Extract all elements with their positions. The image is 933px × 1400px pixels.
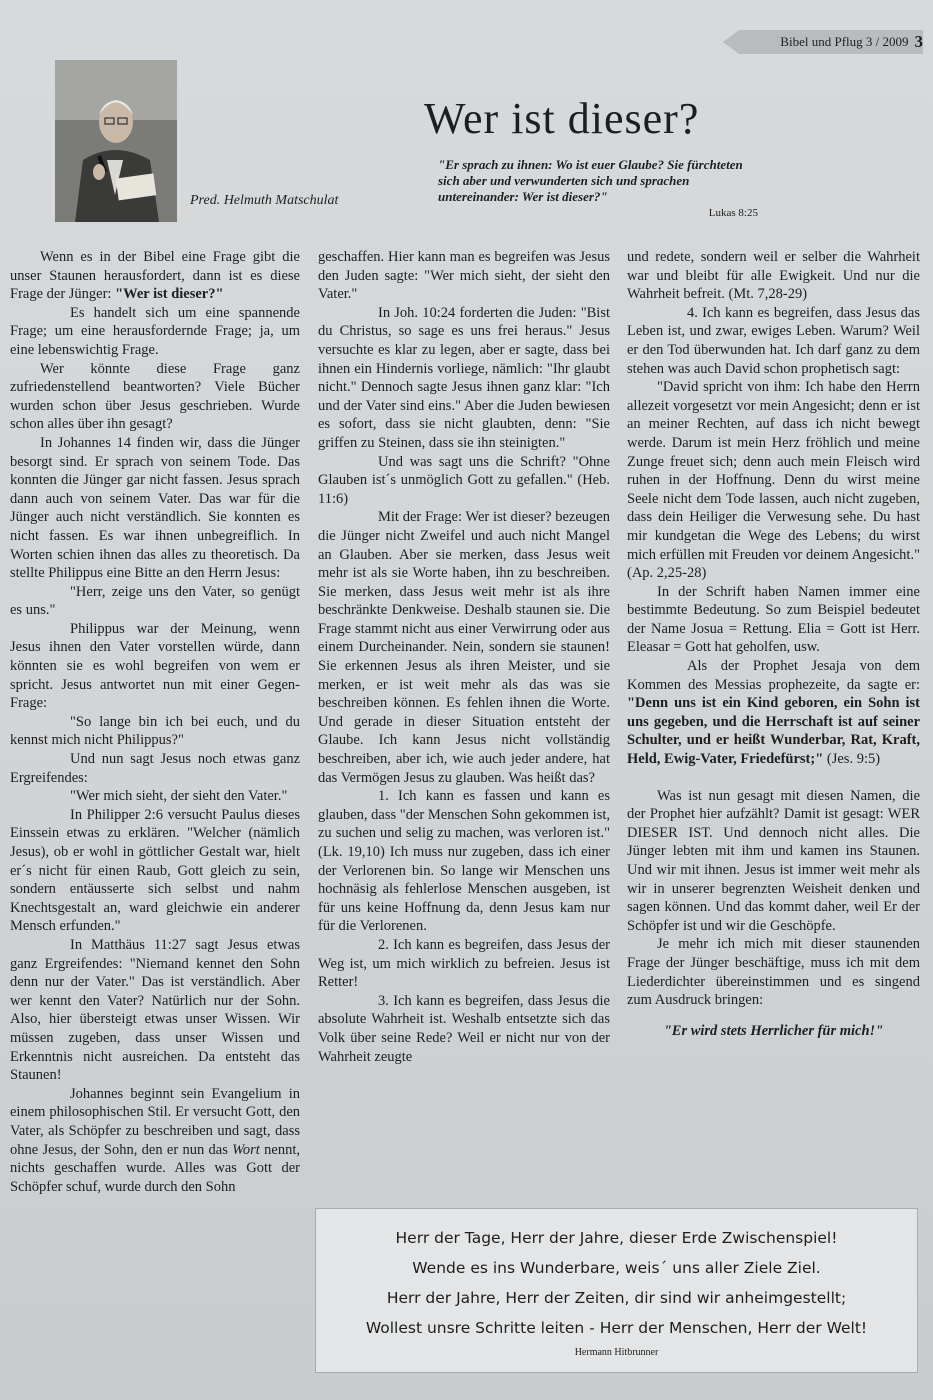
paragraph: "David spricht von ihm: Ich habe den Herrn allezeit vorgesetzt vor mein Angesicht; denn er ist an meiner Rechten, auf dass ich nicht bewegt werde. Darum ist mein Herz fröhlich und meine Zunge freuet sich; denn auch mein Fleisch wird ruhen in der Hoffnung. Denn du wirst meine Seele nicht dem Tode lassen, auch nicht zugeben, dass dein Heiliger die Verwesung sehe. Du hast mir kundgetan die Wege des Lebens; du wirst mich erfüllen mit Freuden vor deinem Angesicht." (Ap. 2,25-28)	[627, 379, 920, 582]
column-1	[10, 248, 300, 1196]
paragraph: geschaffen. Hier kann man es begreifen was Jesus den Juden sagte: "Wer mich sieht, der sieht den Vater."	[318, 249, 610, 303]
author-photo	[55, 60, 177, 222]
paragraph: Und nun sagt Jesus noch etwas ganz Ergreifendes:	[10, 751, 300, 786]
paragraph: Was ist nun gesagt mit diesen Namen, die der Prophet hier aufzählt? Damit ist gesagt: WER DIESER IST. Und dennoch nicht alles. Die Jünger lebten mit ihm und kamen ins Staunen. Und wir mit ihnen. Jesus ist immer weit mehr als wir in unserer begrenzten Weisheit denken und sagen können. Und das kommt daher, weil Er der Schöpfer ist und wir die Geschöpfe.	[627, 787, 920, 934]
paragraph: Johannes beginnt sein Evangelium in einem philosophischen Stil. Er versucht Gott, den Vater, als Schöpfer zu beschreiben und sagt, dass ohne Jesus, der Sohn, den er nun das Wort nennt, nichts geschaffen wurde. Alles was Gott der Schöpfer schuf, wurde durch den Sohn	[10, 1085, 300, 1195]
paragraph: In Matthäus 11:27 sagt Jesus etwas ganz Ergreifendes: "Niemand kennet den Sohn denn nur der Vater." Das ist verständlich. Aber wer kennt den Vater? Natürlich nur der Sohn. Also, hier übersteigt etwas unser Wissen. Wir müssen zugeben, dass unser Wissen und Erkenntnis nicht ausreichen. Da entsteht das Staunen!	[10, 936, 300, 1084]
paragraph: 3. Ich kann es begreifen, dass Jesus die absolute Wahrheit ist. Weshalb entsetzte sich das Volk über seine Rede? Weil er nicht nur von der Wahrheit zeugte	[318, 992, 610, 1065]
paragraph: "So lange bin ich bei euch, und du kennst mich nicht Philippus?"	[10, 713, 300, 749]
paragraph: "Herr, zeige uns den Vater, so genügt es uns."	[10, 583, 300, 619]
header-publication: Bibel und Pflug 3 / 2009	[780, 34, 909, 49]
paragraph: Mit der Frage: Wer ist dieser? bezeugen die Jünger nicht Zweifel und auch nicht Mangel an Glauben. Aber sie merken, dass Jesus weit mehr ist als sie Worte haben, ihn zu beschreiben. Sie merken, dass Jesus weit mehr ist als ihre beschränkte Denkweise. Deshalb staunen sie. Die Frage stammt nicht aus einer Verwirrung oder aus einem Durcheinander. Nein, sondern sie staunen! Sie erkennen Jesus als ihren Meister, und sie merken, er ist weit mehr als das was sie beschreiben können. Es fehlen ihnen die Worte. Und gerade in dieser Situation entsteht der Glaube. Ich kann Jesus nicht vollständig beschreiben, aber ich, wie auch jeder andere, hat das Vermögen Jesus zu glauben. Was heißt das?	[318, 509, 610, 786]
paragraph: Je mehr ich mich mit dieser staunenden Frage der Jünger beschäftige, muss ich mit dem Liederdichter übereinstimmen und es singend zum Ausdruck bringen:	[627, 936, 920, 1009]
column-2	[318, 248, 610, 1066]
epigraph-text: "Er sprach zu ihnen: Wo ist euer Glaube? Sie fürchteten sich aber und verwunderten sich und sprachen untereinander: Wer ist dieser?"	[438, 157, 743, 204]
page-header	[780, 30, 923, 54]
paragraph: In Johannes 14 finden wir, dass die Jünger besorgt sind. Er sprach von seinem Tode. Das konnten die Jünger gar nicht fassen. Jesus sprach dann auch von seinem Vater. Das war für die Jünger auch nicht verständlich. Sie konnten es nicht fassen. Es war ihnen unbegreiflich. In Worten schien ihnen das alles zu theoretisch. Da stellte Philippus eine Bitte an den Herrn Jesus:	[10, 434, 300, 582]
paragraph: "Wer mich sieht, der sieht den Vater."	[70, 788, 288, 805]
poem-line: Wollest unsre Schritte leiten - Herr der Menschen, Herr der Welt!	[365, 1319, 868, 1337]
paragraph: Als der Prophet Jesaja von dem Kommen des Messias prophezeite, da sagte er: "Denn uns ist ein Kind geboren, ein Sohn ist uns gegeben, und die Herrschaft ist auf seiner Schulter, und er heißt Wunderbar, Rat, Kraft, Held, Ewig-Vater, Friedefürst;" (Jes. 9:5)	[627, 658, 920, 768]
paragraph: Es handelt sich um eine spannende Frage; um eine herausfordernde Frage; ja, um eine lebenswichtig Frage.	[10, 304, 300, 358]
paragraph: In Joh. 10:24 forderten die Juden: "Bist du Christus, so sage es uns frei heraus." Jesus versuchte es klar zu legen, aber er sagte, dass bei ihnen ein Hindernis vorliege, nämlich: "Ihr glaubt nicht." Dennoch sagte Jesus ihnen ganz klar: "Ich und der Vater sind eins." Aber die Juden bewiesen es sofort, dass sie nicht glaubten, denn: "Sie griffen zu Steinen, dass sie ihn steinigten."	[318, 304, 610, 451]
paragraph: In der Schrift haben Namen immer eine bestimmte Bedeutung. So zum Beispiel bedeutet der Name Josua = Rettung. Elia = Gott ist Herr. Eleasar = Gott hat geholfen, usw.	[627, 583, 920, 656]
paragraph: Wer könnte diese Frage ganz zufriedenstellend beantworten? Viele Bücher wurden schon über Jesus geschrieben. Wurde schon alles über ihn gesagt?	[10, 360, 300, 433]
epigraph-reference: Lukas 8:25	[708, 207, 758, 219]
author-name: Pred. Helmuth Matschulat	[190, 193, 339, 208]
paragraph: 2. Ich kann es begreifen, dass Jesus der Weg ist, um mich wirklich zu befreien. Jesus ist Retter!	[318, 936, 610, 991]
paragraph: Und was sagt uns die Schrift? "Ohne Glauben ist´s unmöglich Gott zu gefallen." (Heb. 11:6)	[318, 453, 610, 507]
poem-line: Wende es ins Wunderbare, weis´ uns aller Ziele Ziel.	[412, 1259, 821, 1277]
poem-line: Herr der Jahre, Herr der Zeiten, dir sind wir anheimgestellt;	[386, 1289, 847, 1307]
poem-line: Herr der Tage, Herr der Jahre, dieser Erde Zwischenspiel!	[395, 1229, 838, 1247]
page-number: 3	[914, 32, 923, 51]
paragraph: 4. Ich kann es begreifen, dass Jesus das Leben ist, und zwar, ewiges Leben. Warum? Weil er den Tod überwunden hat. Ich darf ganz zu dem stehen was auch David schon prophetisch sagt:	[627, 304, 920, 377]
preacher-image	[55, 60, 177, 222]
paragraph: Philippus war der Meinung, wenn Jesus ihnen den Vater vorstellen würde, dann könnten sie es wohl begreifen von wem er spricht. Jesus antwortet nun mit einer Gegen-Frage:	[10, 620, 300, 712]
closing-quote: "Er wird stets Herrlicher für mich!"	[663, 1022, 884, 1039]
article-title: Wer ist dieser?	[424, 94, 700, 143]
paragraph: Wenn es in der Bibel eine Frage gibt die unser Staunen herausfordert, dann ist es diese Frage der Jünger: "Wer ist dieser?"	[10, 249, 300, 303]
paragraph: In Philipper 2:6 versucht Paulus dieses Einssein etwas zu erklären. "Welcher (nämlich Jesus), ob er wohl in göttlicher Gestalt war, hielt er´s nicht für einen Raub, Gott gleich zu sein, sondern entäusserte sich selbst und nahm Knechtsgestalt an, ward gleichwie ein anderer Mensch erfunden."	[10, 806, 300, 935]
paragraph: und redete, sondern weil er selber die Wahrheit war und bleibt für alle Ewigkeit. Und nur die Wahrheit befreit. (Mt. 7,28-29)	[627, 249, 920, 303]
poem-author: Hermann Hitbrunner	[574, 1347, 659, 1358]
paragraph: 1. Ich kann es fassen und kann es glauben, dass "der Menschen Sohn gekommen ist, zu suchen und selig zu machen, was verloren ist." (Lk. 19,10) Ich muss nur zugeben, dass ich einer der Verlorenen bin. So lange wir Menschen uns hochnäsig als fehlerlose Menschen ausgeben, ist für uns keine Hoffnung da, denn Jesus kam nur für die Verlorenen.	[318, 788, 610, 935]
spacer	[627, 769, 920, 787]
poem-box	[315, 1208, 918, 1373]
column-3	[627, 248, 920, 1040]
epigraph-quote	[438, 157, 758, 221]
